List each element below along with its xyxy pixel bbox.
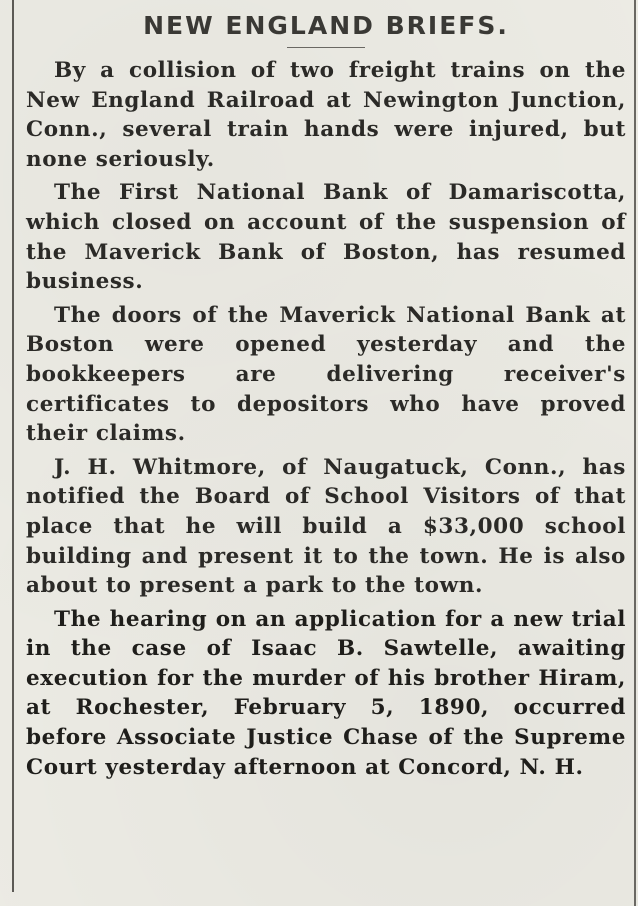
brief-item: The doors of the Maverick National Bank at Boston were opened yesterday and the bookkeepers are delivering receiver's certificates to depositors who have proved their claims. [26,302,626,447]
brief-item: The First National Bank of Damariscotta, which closed on account of the suspension of the Maverick Bank of Boston, has resumed business. [26,180,626,295]
headline-rule [287,47,365,48]
headline: NEW ENGLAND BRIEFS. [143,11,509,40]
column-rule-right [634,0,636,906]
column-rule-left [12,0,14,892]
article-column [26,8,626,786]
brief-item: J. H. Whitmore, of Naugatuck, Conn., has notified the Board of School Visitors of that place that he will build a $33,000 school building and present it to the town. He is also about to present a park to the town. [26,454,626,599]
brief-item: The hearing on an application for a new trial in the case of Isaac B. Sawtelle, awaiting execution for the murder of his brother Hiram, at Rochester, February 5, 1890, occurred before Associate Justice Chase of the Supreme Court yesterday afternoon at Concord, N. H. [26,606,626,780]
brief-item: By a collision of two freight trains on the New England Railroad at Newington Junction, Conn., several train hands were injured, but none seriously. [26,58,626,172]
